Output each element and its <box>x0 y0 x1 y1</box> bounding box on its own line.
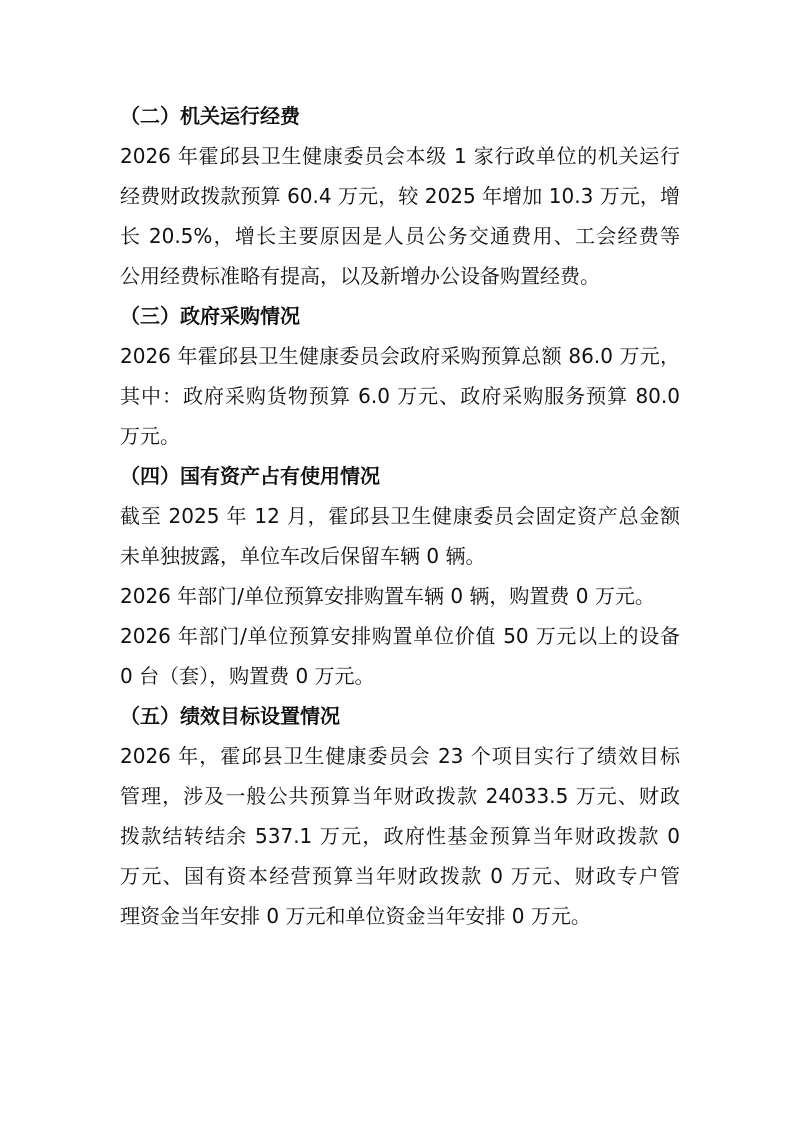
section-heading: （五）绩效目标设置情况 <box>120 704 340 728</box>
paragraph-line: 2026 年部门/单位预算安排购置单位价值 50 万元以上的设备 <box>120 624 680 648</box>
paragraph <box>120 496 680 576</box>
paragraph-line: 管理，涉及一般公共预算当年财政拨款 24033.5 万元、财政 <box>120 784 680 808</box>
paragraph-line: 未单独披露，单位车改后保留车辆 0 辆。 <box>120 544 486 568</box>
paragraph <box>120 616 680 696</box>
paragraph <box>120 136 680 296</box>
paragraph <box>120 336 680 456</box>
section-office-operating-expenses <box>120 96 680 296</box>
section-heading: （三）政府采购情况 <box>120 304 300 328</box>
section-performance-targets <box>120 696 680 936</box>
paragraph-line: 万元、国有资本经营预算当年财政拨款 0 万元、财政专户管 <box>120 864 680 888</box>
document-body <box>120 96 680 936</box>
paragraph-line: 经费财政拨款预算 60.4 万元，较 2025 年增加 10.3 万元，增 <box>120 184 680 208</box>
paragraph-line: 2026 年，霍邱县卫生健康委员会 23 个项目实行了绩效目标 <box>120 744 680 768</box>
paragraph-line: 拨款结转结余 537.1 万元，政府性基金预算当年财政拨款 0 <box>120 824 680 848</box>
paragraph-line: 公用经费标准略有提高，以及新增办公设备购置经费。 <box>120 264 600 288</box>
paragraph-line: 其中：政府采购货物预算 6.0 万元、政府采购服务预算 80.0 <box>120 384 680 408</box>
section-government-procurement <box>120 296 680 456</box>
paragraph <box>120 736 680 936</box>
paragraph-line: 万元。 <box>120 424 180 448</box>
section-state-assets <box>120 456 680 696</box>
paragraph-line: 2026 年霍邱县卫生健康委员会本级 1 家行政单位的机关运行 <box>120 144 680 168</box>
section-heading: （二）机关运行经费 <box>120 104 300 128</box>
paragraph-line: 2026 年部门/单位预算安排购置车辆 0 辆，购置费 0 万元。 <box>120 584 655 608</box>
paragraph-line: 长 20.5%，增长主要原因是人员公务交通费用、工会经费等 <box>120 224 680 248</box>
paragraph <box>120 576 680 616</box>
paragraph-line: 2026 年霍邱县卫生健康委员会政府采购预算总额 86.0 万元， <box>120 344 680 368</box>
paragraph-line: 理资金当年安排 0 万元和单位资金当年安排 0 万元。 <box>120 904 591 928</box>
section-heading: （四）国有资产占有使用情况 <box>120 464 380 488</box>
paragraph-line: 0 台（套），购置费 0 万元。 <box>120 664 375 688</box>
paragraph-line: 截至 2025 年 12 月，霍邱县卫生健康委员会固定资产总金额 <box>120 504 680 528</box>
